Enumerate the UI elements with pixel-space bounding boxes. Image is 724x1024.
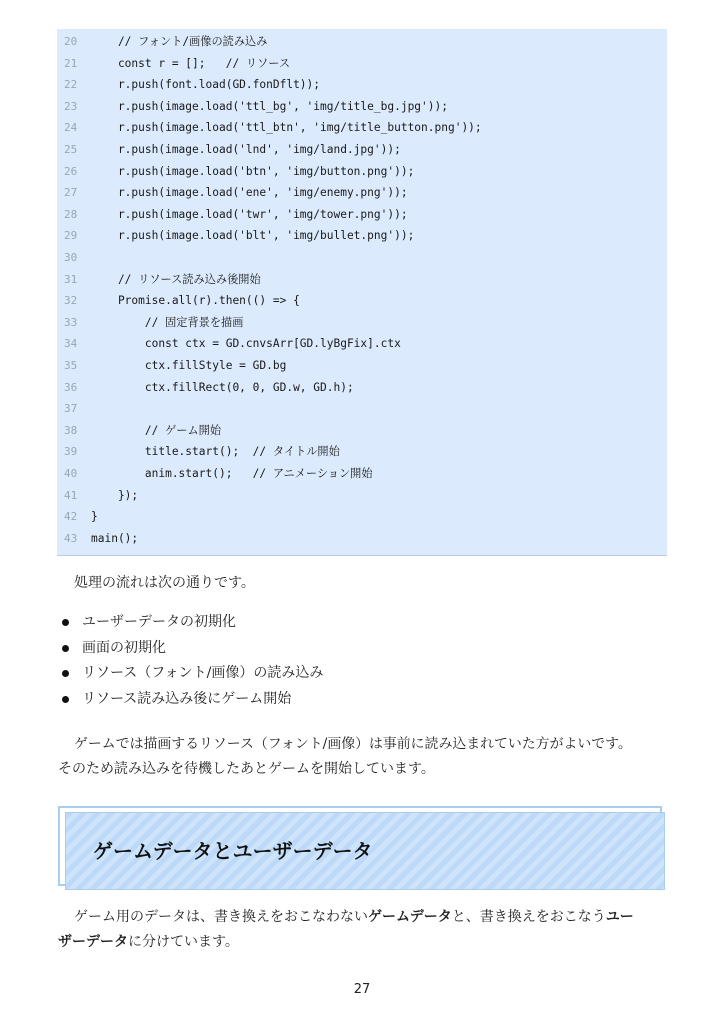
line-number: 20	[64, 35, 78, 48]
paragraph-line-1: ゲームでは描画するリソース（フォント/画像）は事前に読み込まれていた方がよいです。	[74, 736, 632, 752]
list-item-text: 画面の初期化	[82, 639, 166, 656]
closing-text-2: と、書き換えをおこなう	[451, 909, 606, 925]
code-text: Promise.all(r).then(() => {	[91, 294, 300, 308]
list-item	[62, 638, 323, 664]
line-number: 24	[64, 121, 78, 135]
closing-line-1	[74, 906, 634, 926]
code-text: }	[91, 510, 98, 524]
code-text: r.push(image.load('ttl_bg', 'img/title_bg.jpg'));	[91, 99, 448, 113]
line-number: 34	[64, 337, 78, 351]
line-number: 37	[64, 402, 78, 416]
code-text: // 固定背景を描画	[91, 315, 244, 329]
closing-line-2	[58, 931, 239, 951]
code-text: r.push(image.load('ene', 'img/enemy.png'));	[91, 186, 408, 200]
closing-text-3: に分けています。	[128, 934, 239, 950]
line-number: 38	[64, 423, 78, 437]
paragraph-line-2: そのため読み込みを待機したあとゲームを開始しています。	[58, 761, 435, 777]
page-number: 27	[353, 982, 371, 997]
line-number: 33	[64, 315, 78, 329]
list-item	[62, 663, 323, 689]
code-text: // ゲーム開始	[91, 423, 222, 437]
game-data-term: ゲームデータ	[368, 909, 452, 925]
line-number: 39	[64, 445, 78, 459]
intro-text: 処理の流れは次の通りです。	[74, 575, 255, 591]
user-data-term-start: ユー	[605, 909, 634, 925]
line-number: 27	[64, 186, 78, 200]
list-item-text: ユーザーデータの初期化	[82, 614, 236, 630]
code-text: r.push(image.load('lnd', 'img/land.jpg'));	[91, 143, 401, 156]
section-heading-box	[65, 812, 665, 890]
code-text: r.push(image.load('twr', 'img/tower.png'));	[91, 207, 408, 221]
line-number: 21	[64, 56, 78, 70]
line-number: 36	[64, 380, 78, 394]
process-list	[62, 612, 323, 714]
line-number: 40	[64, 467, 78, 480]
code-block	[57, 29, 667, 556]
list-item	[62, 689, 323, 715]
code-text: });	[91, 488, 139, 502]
bullet-icon	[62, 670, 69, 677]
line-number: 31	[64, 272, 78, 286]
code-text: const ctx = GD.cnvsArr[GD.lyBgFix].ctx	[91, 337, 401, 351]
code-text: r.push(image.load('btn', 'img/button.png'));	[91, 164, 415, 178]
code-text: r.push(font.load(GD.fonDflt));	[91, 78, 321, 92]
code-text: r.push(image.load('ttl_btn', 'img/title_button.png'));	[91, 121, 482, 135]
line-number: 35	[64, 359, 78, 372]
code-text: main();	[91, 531, 139, 545]
bullet-icon	[62, 645, 69, 652]
section-heading: ゲームデータとユーザーデータ	[93, 839, 373, 863]
line-number: 43	[64, 531, 78, 545]
line-number: 32	[64, 294, 78, 308]
bullet-icon	[62, 696, 69, 703]
code-text: title.start(); // タイトル開始	[91, 445, 340, 459]
code-text: ctx.fillStyle = GD.bg	[91, 359, 287, 372]
line-number: 26	[64, 164, 78, 178]
line-number: 41	[64, 488, 78, 502]
code-text: r.push(image.load('blt', 'img/bullet.png'));	[91, 229, 415, 243]
line-number: 29	[64, 229, 78, 243]
code-text: ctx.fillRect(0, 0, GD.w, GD.h);	[91, 380, 354, 394]
list-item	[62, 612, 323, 638]
line-number: 22	[64, 78, 78, 92]
line-number: 28	[64, 207, 78, 221]
line-number: 25	[64, 143, 78, 156]
line-number: 42	[64, 510, 78, 524]
line-number: 30	[64, 251, 78, 264]
code-text: // リソース読み込み後開始	[91, 272, 261, 286]
closing-text-1: ゲーム用のデータは、書き換えをおこなわない	[74, 909, 368, 925]
list-item-text: リソース（フォント/画像）の読み込み	[82, 665, 324, 681]
list-item-text: リソース読み込み後にゲーム開始	[82, 690, 292, 707]
code-text: // フォント/画像の読み込み	[91, 35, 268, 48]
code-text: const r = []; // リソース	[91, 56, 291, 70]
code-text: anim.start(); // アニメーション開始	[91, 467, 373, 480]
user-data-term-end: ザーデータ	[58, 934, 128, 950]
bullet-icon	[62, 619, 69, 626]
line-number: 23	[64, 99, 78, 113]
